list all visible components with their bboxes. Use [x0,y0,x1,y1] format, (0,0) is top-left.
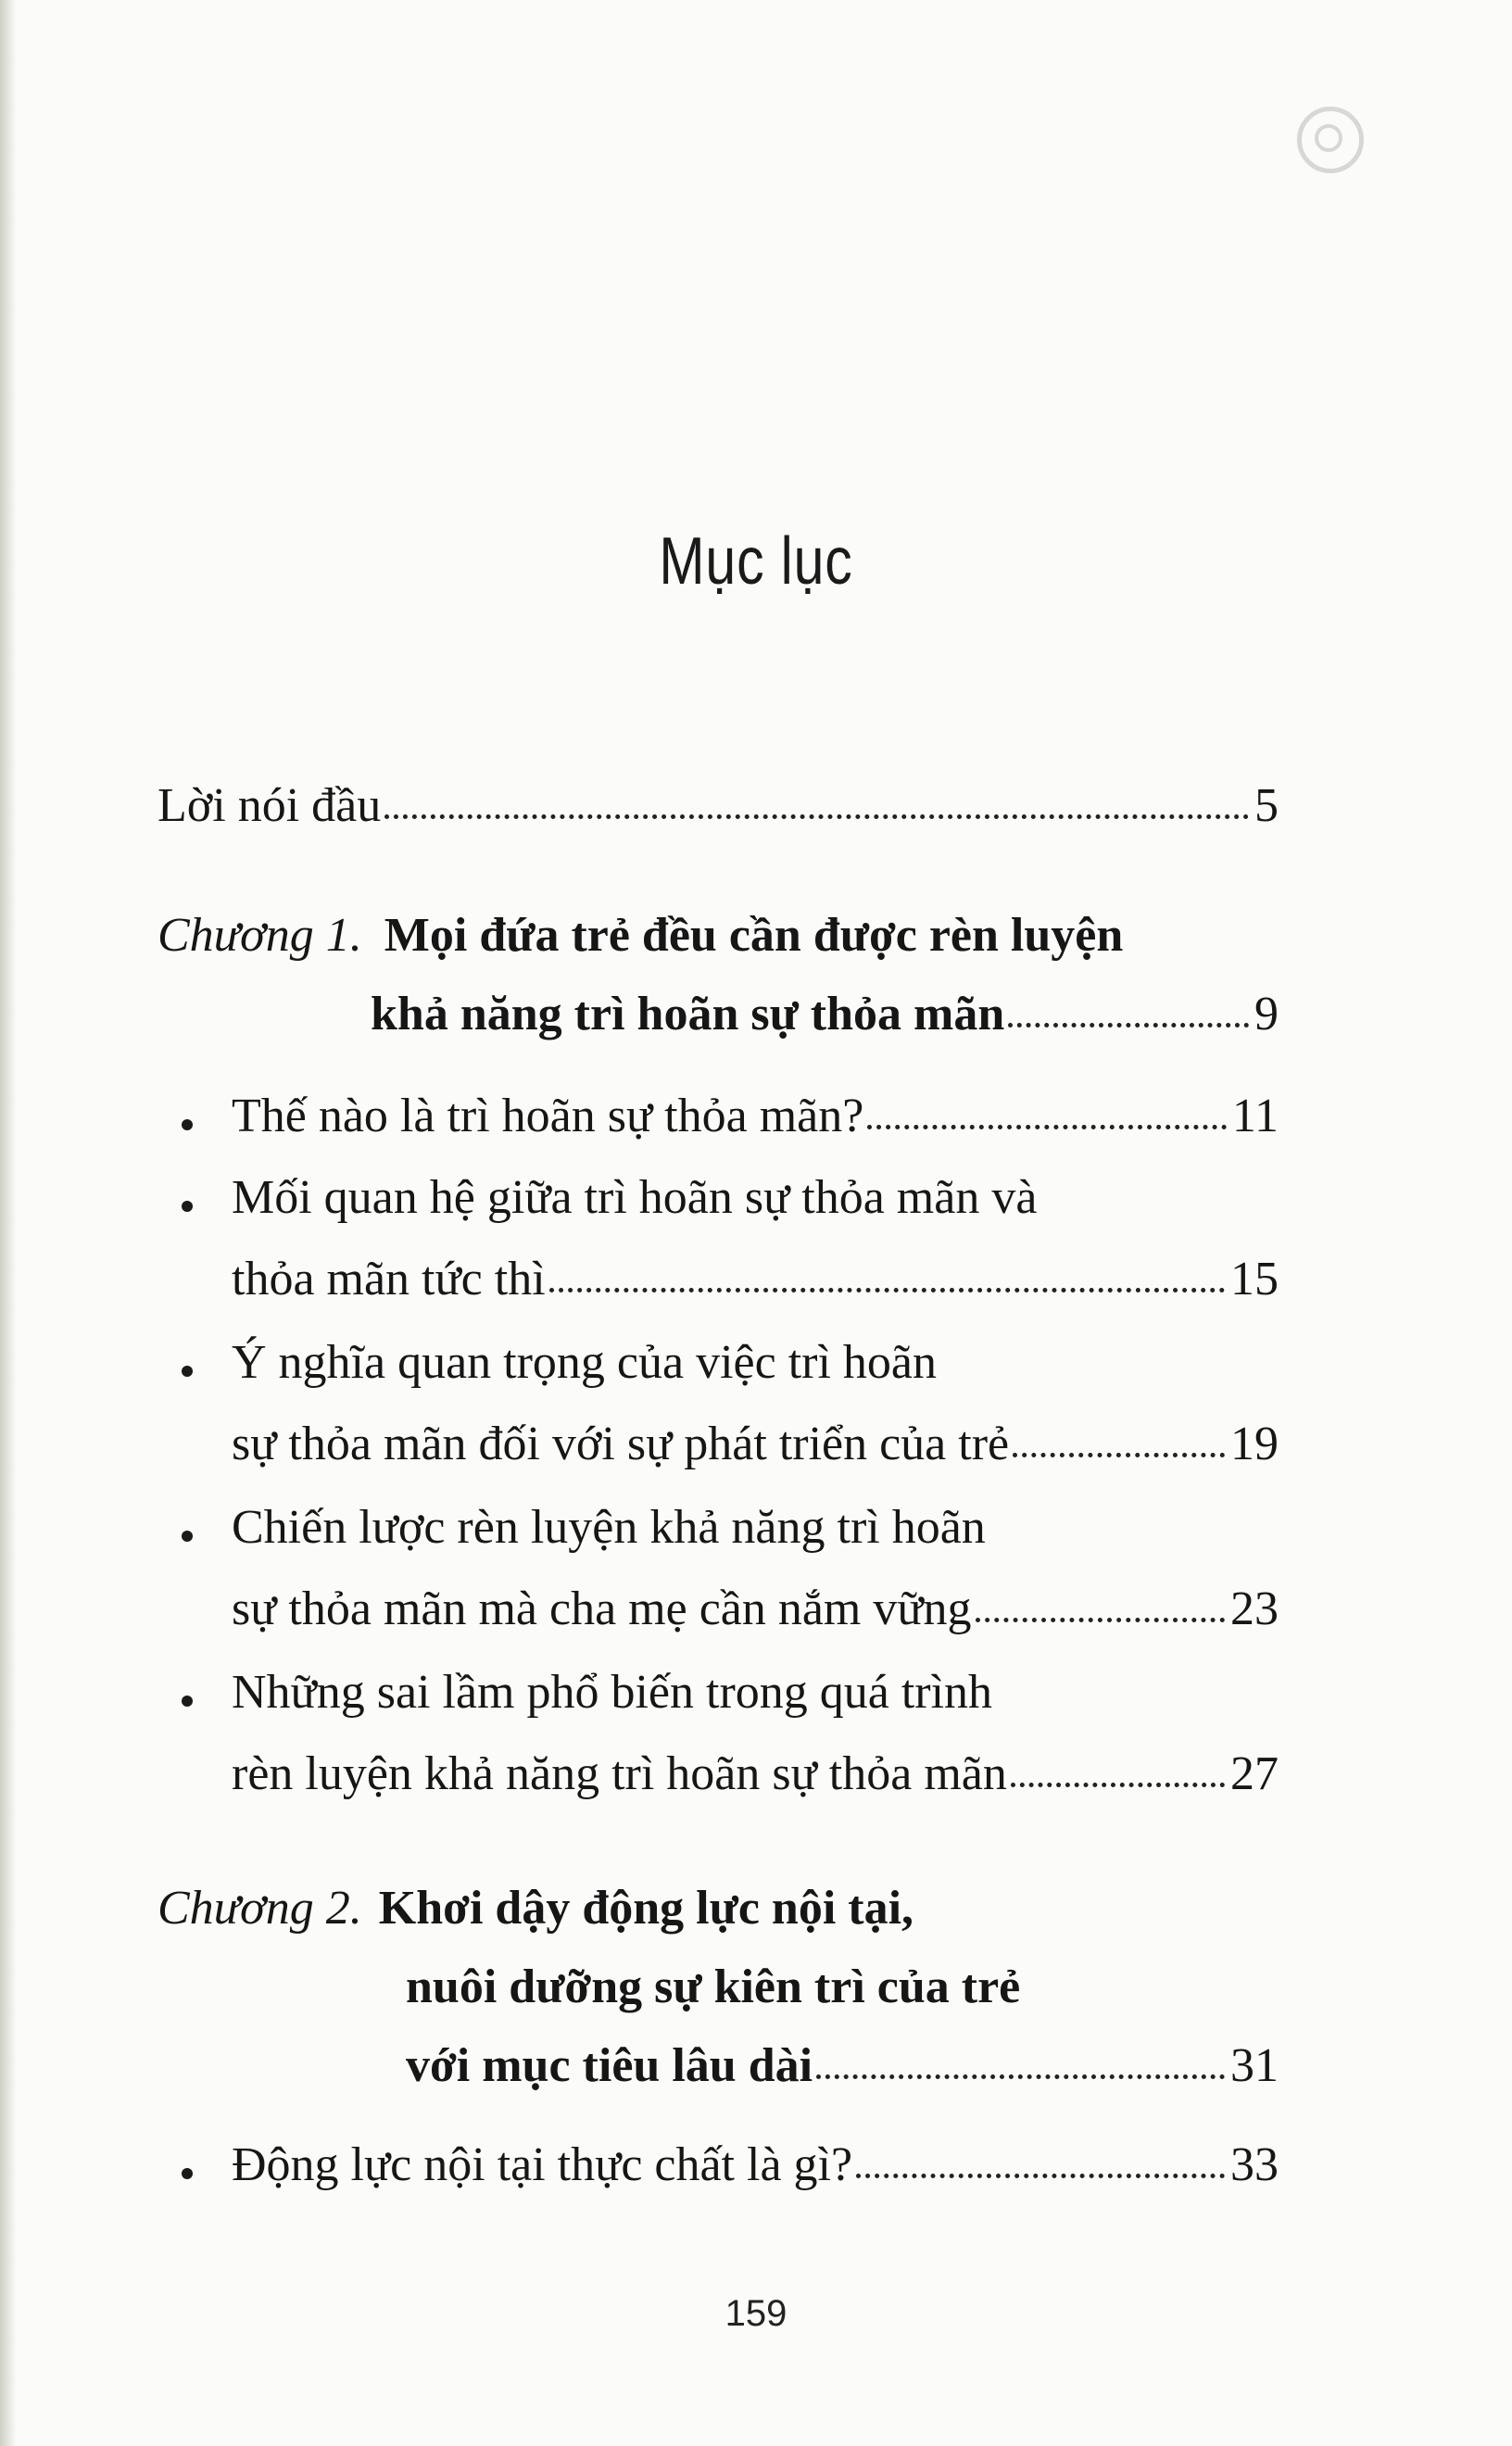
toc-page-number: 15 [1230,1253,1279,1305]
chapter-1-heading-cont[interactable] [371,973,1279,1056]
toc-entry-text: Những sai lầm phổ biến trong quá trình [232,1666,993,1719]
toc-page-number: 19 [1230,1418,1279,1470]
chapter-label: Chương 2. [158,1882,362,1935]
bullet-icon [182,1366,193,1377]
toc-entry-text: Động lực nội tại thực chất là gì? [232,2138,853,2191]
bullet-icon [182,2168,193,2179]
chapter-label: Chương 1. [158,909,362,962]
dot-leader [1013,1453,1225,1457]
chapter-2-heading-cont[interactable] [406,2024,1279,2108]
toc-page-number: 23 [1230,1582,1279,1635]
dot-leader [816,2074,1225,2079]
toc-entry-cont[interactable] [232,1733,1279,1816]
chapter-1-heading[interactable] [158,894,1279,977]
toc-page-number: 11 [1231,1090,1279,1142]
toc-entry-cont[interactable] [232,1568,1279,1651]
toc-entry[interactable] [232,2124,1279,2207]
page-title: Mục lục [659,524,853,599]
chapter-title-line: Mọi đứa trẻ đều cần được rèn luyện [384,909,1124,962]
dot-leader [856,2174,1225,2178]
toc-entry-text: Ý nghĩa quan trọng của việc trì hoãn [232,1336,937,1389]
chapter-title-line: với mục tiêu lâu dài [406,2039,813,2092]
chapter-title-line: khả năng trì hoãn sự thỏa mãn [371,988,1005,1040]
page-number: 159 [724,2293,788,2334]
toc-entry-text: Mối quan hệ giữa trì hoãn sự thỏa mãn và [232,1171,1038,1224]
dot-leader [1008,1023,1249,1028]
bullet-icon [182,1119,193,1130]
dot-leader [976,1618,1225,1622]
toc-entry[interactable] [232,1651,1279,1734]
toc-page-number: 31 [1230,2039,1279,2092]
dot-leader [1011,1783,1225,1787]
chapter-title-line: nuôi dưỡng sự kiên trì của trẻ [406,1961,1021,2013]
toc-entry-text: sự thỏa mãn mà cha mẹ cần nắm vững [232,1582,972,1635]
toc-entry-text: Lời nói đầu [158,779,382,832]
toc-page-number: 27 [1230,1747,1279,1800]
chapter-2-heading[interactable] [158,1867,1279,1950]
toc-page-number: 5 [1254,779,1279,832]
toc-entry-text: Thế nào là trì hoãn sự thỏa mãn? [232,1090,864,1142]
bullet-icon [182,1696,193,1707]
toc-entry-cont[interactable] [232,1403,1279,1486]
toc-page-number: 9 [1254,988,1279,1040]
toc-entry-text: rèn luyện khả năng trì hoãn sự thỏa mãn [232,1747,1007,1800]
circle-logo-icon [1297,107,1364,173]
toc-entry[interactable] [232,1156,1279,1240]
toc-entry-cont[interactable] [232,1238,1279,1321]
toc-entry-text: sự thỏa mãn đối với sự phát triển của trẻ [232,1418,1010,1470]
toc-entry-foreword[interactable] [158,764,1279,848]
toc-page-number: 33 [1230,2138,1279,2191]
chapter-2-heading-cont[interactable] [406,1946,1279,2029]
toc-entry-text: Chiến lược rèn luyện khả năng trì hoãn [232,1501,986,1554]
dot-leader [384,814,1249,819]
dot-leader [867,1125,1227,1129]
dot-leader [549,1288,1225,1292]
toc-entry[interactable] [232,1486,1279,1570]
chapter-title-line: Khơi dậy động lực nội tại, [378,1882,914,1935]
bullet-icon [182,1201,193,1212]
toc-entry[interactable] [232,1075,1279,1158]
toc-entry[interactable] [232,1321,1279,1405]
page-edge-shadow [0,0,17,2446]
bullet-icon [182,1531,193,1542]
toc-entry-text: thỏa mãn tức thì [232,1253,546,1305]
